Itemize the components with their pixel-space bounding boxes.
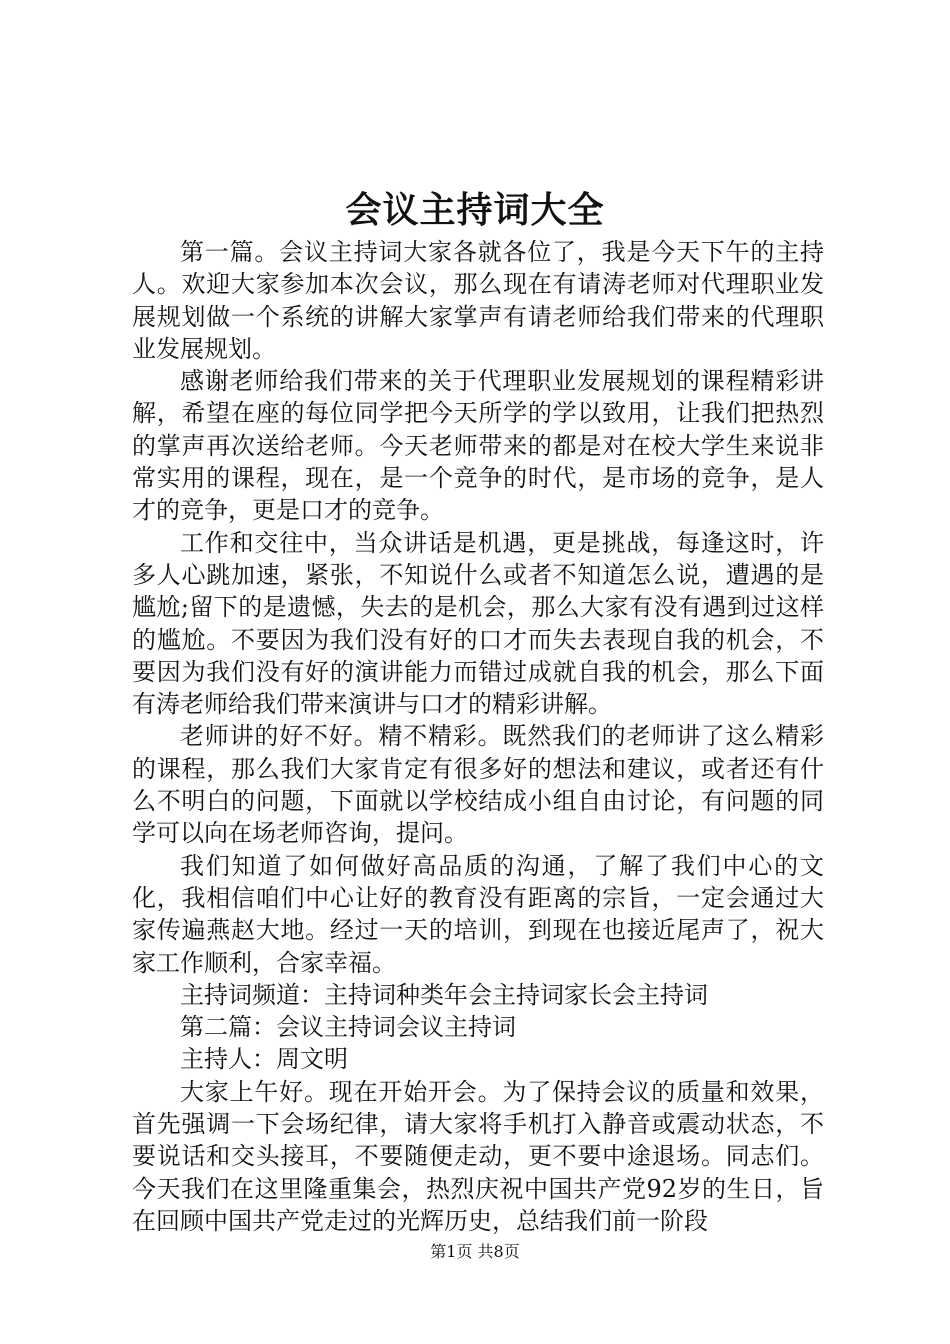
- paragraph: 主持词频道：主持词种类年会主持词家长会主持词: [180, 980, 708, 1009]
- document-body: [132, 236, 824, 1237]
- paragraph: 第二篇：会议主持词会议主持词: [180, 1013, 516, 1042]
- paragraph: 我们知道了如何做好高品质的沟通，了解了我们中心的文化，我相信咱们中心让好的教育没有距离的宗旨，一定会通过大家传遍燕赵大地。经过一天的培训，到现在也接近尾声了，祝大家工作顺利，合家幸福。: [132, 851, 824, 977]
- paragraph: 工作和交往中，当众讲话是机遇，更是挑战，每逢这时，许多人心跳加速，紧张，不知说什么或者不知道怎么说，遭遇的是尴尬;留下的是遗憾，失去的是机会，那么大家有没有遇到过这样的尴尬。不要因为我们没有好的口才而失去表现自我的机会，不要因为我们没有好的演讲能力而错过成就自我的机会，那么下面有涛老师给我们带来演讲与口才的精彩讲解。: [132, 528, 824, 719]
- page-footer: 第1页 共8页: [430, 1242, 520, 1261]
- paragraph: 感谢老师给我们带来的关于代理职业发展规划的课程精彩讲解，希望在座的每位同学把今天所学的学以致用，让我们把热烈的掌声再次送给老师。今天老师带来的都是对在校大学生来说非常实用的课程，现在，是一个竞争的时代，是市场的竞争，是人才的竞争，更是口才的竞争。: [132, 367, 824, 525]
- paragraph: 大家上午好。现在开始开会。为了保持会议的质量和效果，首先强调一下会场纪律，请大家将手机打入静音或震动状态，不要说话和交头接耳，不要随便走动，更不要中途退场。同志们。今天我们在这里隆重集会，热烈庆祝中国共产党92岁的生日，旨在回顾中国共产党走过的光辉历史，总结我们前一阶段: [132, 1077, 824, 1235]
- paragraph: 第一篇。会议主持词大家各就各位了，我是今天下午的主持人。欢迎大家参加本次会议，那么现在有请涛老师对代理职业发展规划做一个系统的讲解大家掌声有请老师给我们带来的代理职业发展规划。: [132, 238, 824, 363]
- paragraph: 老师讲的好不好。精不精彩。既然我们的老师讲了这么精彩的课程，那么我们大家肯定有很多好的想法和建议，或者还有什么不明白的问题，下面就以学校结成小组自由讨论，有问题的同学可以向在场老师咨询，提问。: [132, 722, 824, 848]
- paragraph: 主持人：周文明: [180, 1045, 348, 1074]
- document-title: 会议主持词大全: [345, 189, 605, 231]
